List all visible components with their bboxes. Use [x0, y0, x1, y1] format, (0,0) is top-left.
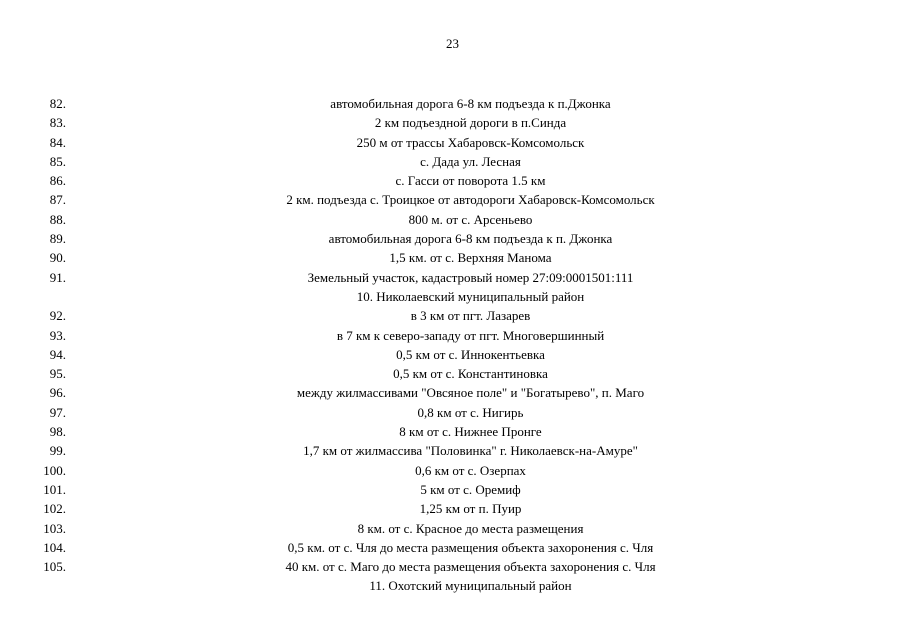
item-location: между жилмассивами "Овсяное поле" и "Богатырево", п. Маго: [296, 385, 645, 401]
item-number: 87.: [49, 192, 66, 208]
item-location: Земельный участок, кадастровый номер 27:09:0001501:111: [307, 269, 634, 285]
list-item: [0, 538, 905, 557]
list-item: [0, 403, 905, 422]
list-item: [0, 152, 905, 171]
list-item: [0, 364, 905, 383]
item-number: 88.: [49, 211, 66, 227]
item-location: 1,7 км от жилмассива "Половинка" г. Николаевск-на-Амуре": [303, 443, 638, 459]
page-number: 23: [446, 36, 459, 51]
list-item: [0, 519, 905, 538]
list-item: [0, 229, 905, 248]
item-number: 99.: [49, 443, 66, 459]
item-number: 89.: [49, 231, 66, 247]
item-location: автомобильная дорога 6-8 км подъезда к п. Джонка: [328, 231, 613, 247]
item-number: 95.: [49, 366, 66, 382]
item-number: 94.: [49, 346, 66, 362]
list-item: [0, 326, 905, 345]
item-location: 0,5 км. от с. Чля до места размещения объекта захоронения с. Чля: [287, 539, 654, 555]
item-number: 98.: [49, 424, 66, 440]
item-number: 102.: [43, 501, 66, 517]
list-item: [0, 480, 905, 499]
item-number: 86.: [49, 173, 66, 189]
item-location: 1,25 км от п. Пуир: [419, 501, 522, 517]
item-number: 103.: [43, 520, 66, 536]
item-location: 250 м от трассы Хабаровск-Комсомольск: [356, 134, 585, 150]
list-item: [0, 171, 905, 190]
list-item: [0, 306, 905, 325]
item-number: 93.: [49, 327, 66, 343]
item-location: 8 км. от с. Красное до места размещения: [357, 520, 584, 536]
list-item: [0, 441, 905, 460]
list-item: [0, 345, 905, 364]
item-location: 0,8 км от с. Нигирь: [417, 404, 524, 420]
item-location: 8 км от с. Нижнее Пронге: [399, 424, 542, 440]
item-location: с. Гасси от поворота 1.5 км: [395, 173, 546, 189]
item-number: 96.: [49, 385, 66, 401]
item-location: 0,5 км от с. Иннокентьевка: [396, 346, 545, 362]
item-number: 84.: [49, 134, 66, 150]
item-location: 800 м. от с. Арсеньево: [408, 211, 533, 227]
item-location: 1,5 км. от с. Верхняя Манома: [389, 250, 552, 266]
section-heading-okhotsky: 11. Охотский муниципальный район: [369, 578, 572, 594]
list-item: [0, 248, 905, 267]
item-location: 0,6 км от с. Озерпах: [415, 462, 526, 478]
item-location: в 3 км от пгт. Лазарев: [410, 308, 531, 324]
list-item: [0, 461, 905, 480]
item-number: 104.: [43, 539, 66, 555]
list-item: [0, 94, 905, 113]
location-list: [0, 94, 905, 596]
list-item: [0, 383, 905, 402]
item-location: с. Дада ул. Лесная: [420, 153, 521, 169]
item-number: 97.: [49, 404, 66, 420]
item-location: 0,5 км от с. Константиновка: [393, 366, 548, 382]
item-number: 83.: [49, 115, 66, 131]
item-number: 92.: [49, 308, 66, 324]
item-number: 85.: [49, 153, 66, 169]
item-location: в 7 км к северо-западу от пгт. Многовершинный: [336, 327, 605, 343]
list-item: [0, 133, 905, 152]
list-item: [0, 557, 905, 576]
item-number: 101.: [43, 481, 66, 497]
item-number: 100.: [43, 462, 66, 478]
item-location: 40 км. от с. Маго до места размещения объекта захоронения с. Чля: [285, 559, 656, 575]
item-number: 82.: [49, 96, 66, 111]
item-number: 90.: [49, 250, 66, 266]
item-location: автомобильная дорога 6-8 км подъезда к п.Джонка: [330, 96, 611, 111]
section-heading-nikolaevsky: 10. Николаевский муниципальный район: [356, 288, 585, 304]
item-number: 105.: [43, 559, 66, 575]
list-item: [0, 113, 905, 132]
item-location: 2 км. подъезда с. Троицкое от автодороги Хабаровск-Комсомольск: [286, 192, 655, 208]
item-number: 91.: [49, 269, 66, 285]
list-item: [0, 422, 905, 441]
list-item: [0, 190, 905, 209]
item-location: 5 км от с. Оремиф: [420, 481, 521, 497]
list-item: [0, 210, 905, 229]
list-item: [0, 268, 905, 287]
list-item: [0, 499, 905, 518]
item-location: 2 км подъездной дороги в п.Синда: [374, 115, 567, 131]
